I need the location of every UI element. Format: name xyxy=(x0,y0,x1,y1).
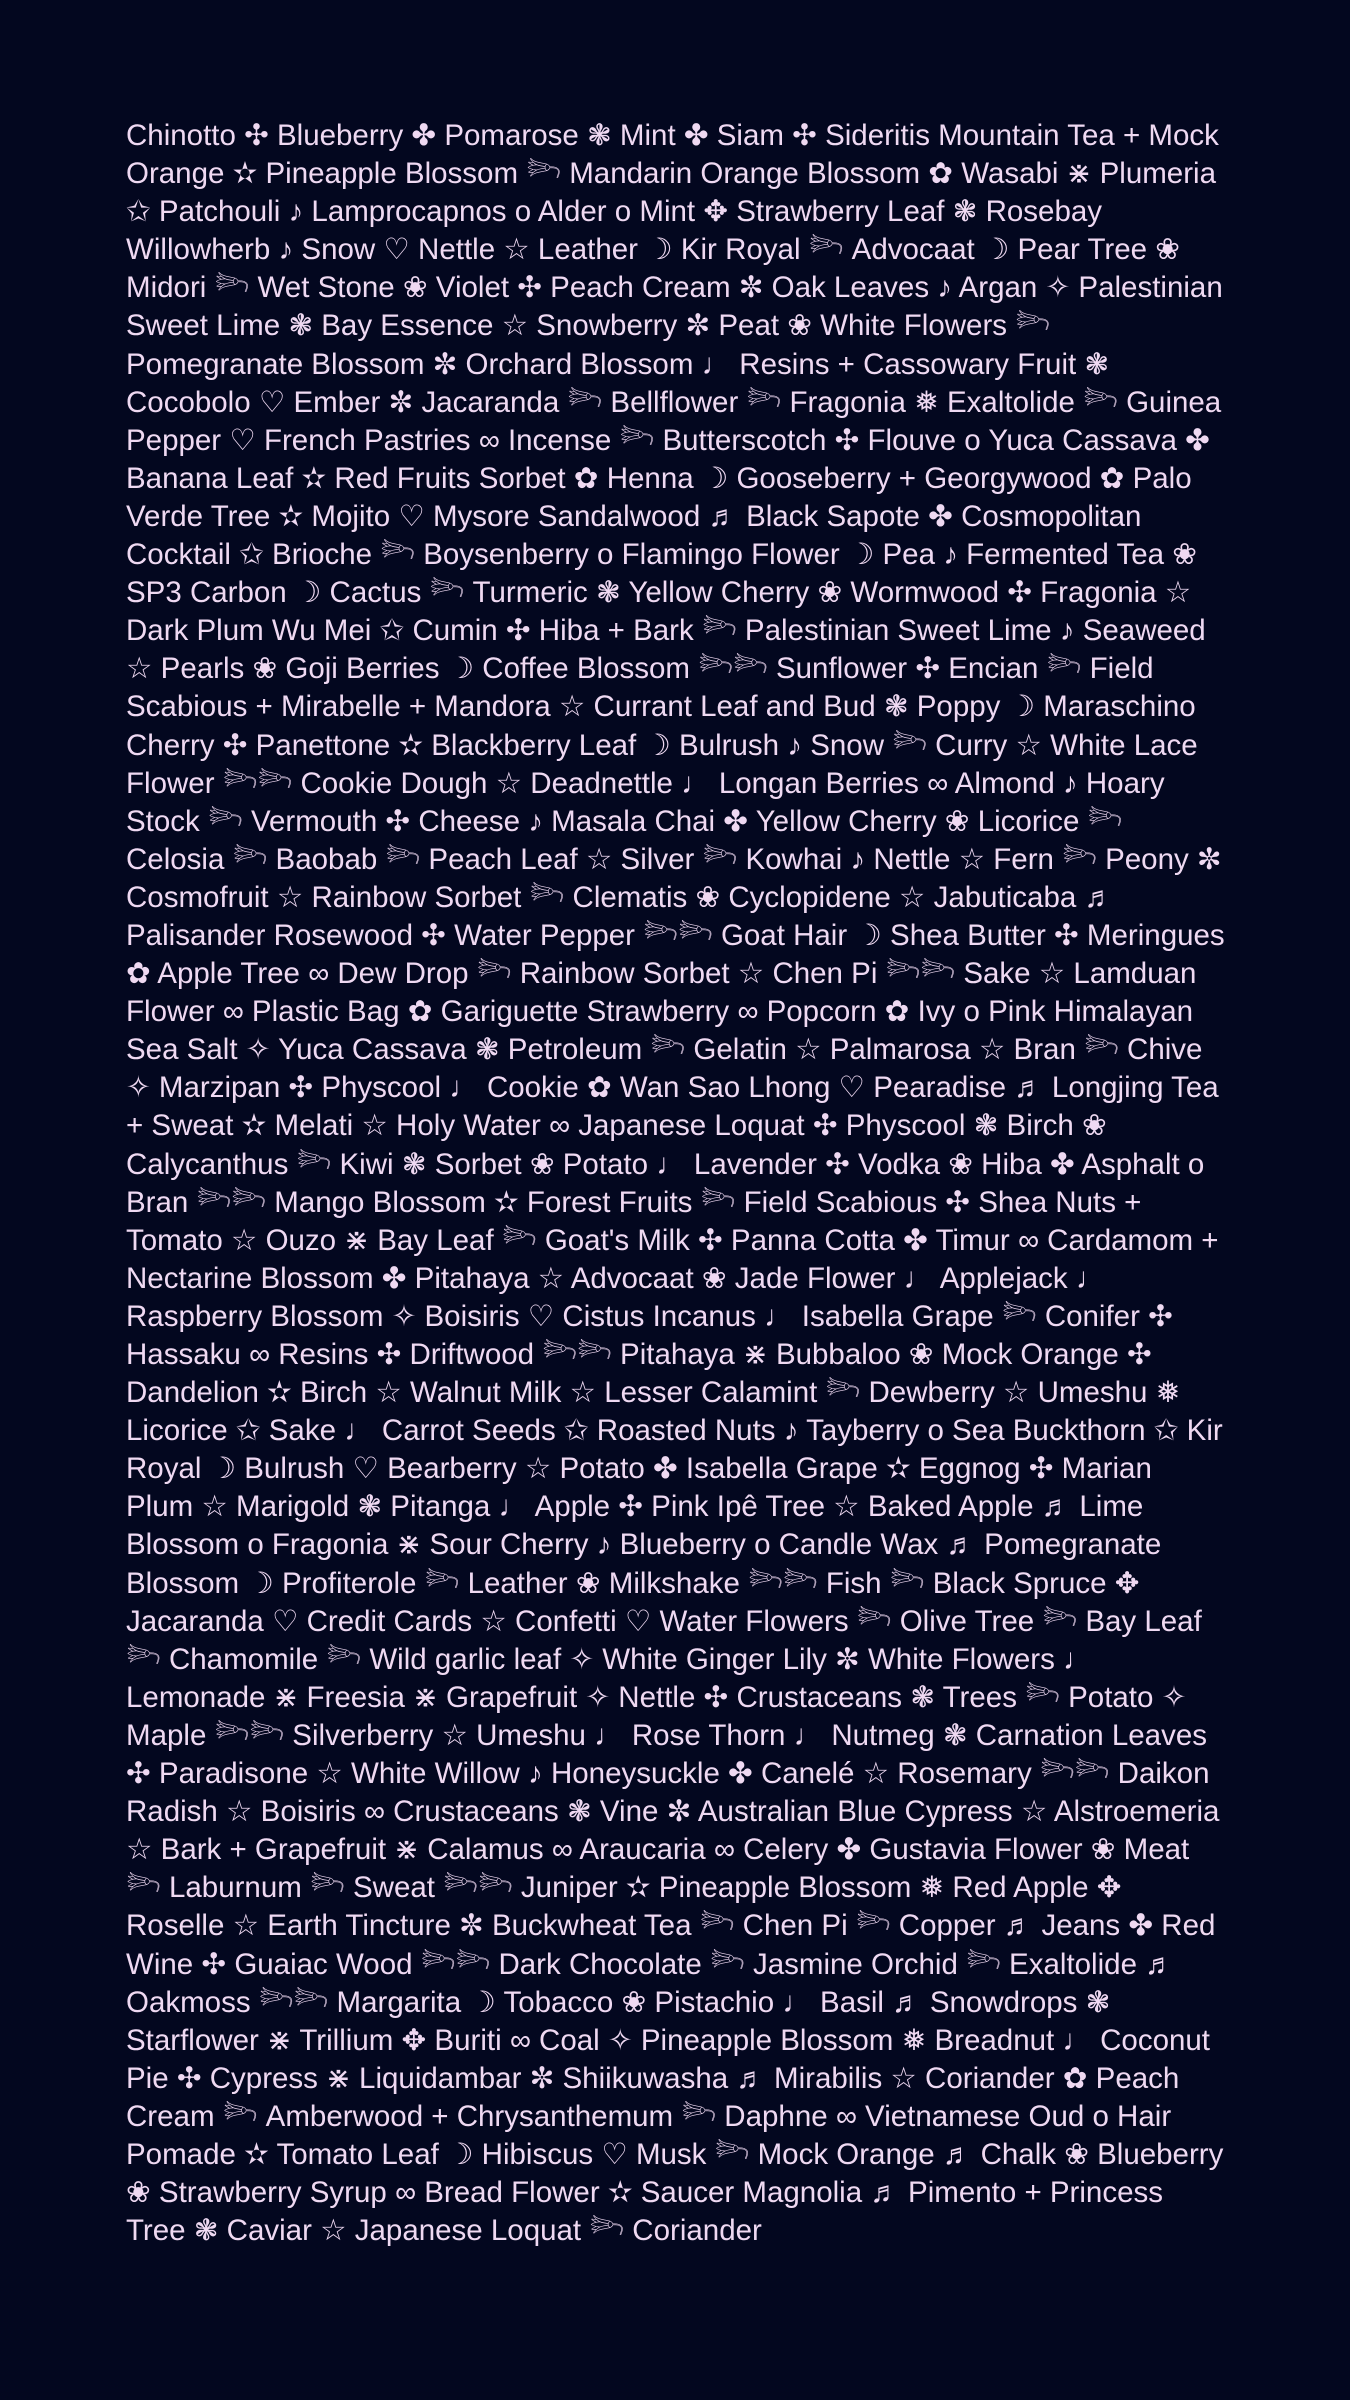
body-text: Chinotto ✣ Blueberry ✤ Pomarose ❃ Mint ✤ Siam ✣ Sideritis Mountain Tea + Mock Orange ✫ Pineapple Blossom 𓆸 Mandarin Orange Blossom ✿ Wasabi ⋇ Plumeria ✩ Patchouli ♪ Lamprocapnos o Alder o Mint ✥ Strawberry Leaf ❃ Rosebay Willowherb ♪ Snow ♡ Nettle ☆ Leather ☽ Kir Royal 𓆸 Advocaat ☽ Pear Tree ❀ Midori 𓆸 Wet Stone ❀ Violet ✣ Peach Cream ✼ Oak Leaves ♪ Argan ✧ Palestinian Sweet Lime ❃ Bay Essence ☆ Snowberry ✼ Peat ❀ White Flowers 𓆸 Pomegranate Blossom ✼ Orchard Blossom ♩ Resins + Cassowary Fruit ❃ Cocobolo ♡ Ember ✼ Jacaranda 𓆸 Bellflower 𓆸 Fragonia ❅ Exaltolide 𓆸 Guinea Pepper ♡ French Pastries ∞ Incense 𓆸 Butterscotch ✣ Flouve o Yuca Cassava ✤ Banana Leaf ✫ Red Fruits Sorbet ✿ Henna ☽ Gooseberry + Georgywood ✿ Palo Verde Tree ✫ Mojito ♡ Mysore Sandalwood ♬ Black Sapote ✤ Cosmopolitan Cocktail ✩ Brioche 𓆸 Boysenberry o Flamingo Flower ☽ Pea ♪ Fermented Tea ❀ SP3 Carbon ☽ Cactus 𓆸 Turmeric ❃ Yellow Cherry ❀ Wormwood ✣ Fragonia ☆ Dark Plum Wu Mei ✩ Cumin ✣ Hiba + Bark 𓆸 Palestinian Sweet Lime ♪ Seaweed ☆ Pearls ❀ Goji Berries ☽ Coffee Blossom 𓆸𓆸 Sunflower ✣ Encian 𓆸 Field Scabious + Mirabelle + Mandora ☆ Currant Leaf and Bud ❃ Poppy ☽ Maraschino Cherry ✣ Panettone ✫ Blackberry Leaf ☽ Bulrush ♪ Snow 𓆸 Curry ☆ White Lace Flower 𓆸𓆸 Cookie Dough ☆ Deadnettle ♩ Longan Berries ∞ Almond ♪ Hoary Stock 𓆸 Vermouth ✣ Cheese ♪ Masala Chai ✤ Yellow Cherry ❀ Licorice 𓆸 Celosia 𓆸 Baobab 𓆸 Peach Leaf ☆ Silver 𓆸 Kowhai ♪ Nettle ☆ Fern 𓆸 Peony ✼ Cosmofruit ☆ Rainbow Sorbet 𓆸 Clematis ❀ Cyclopidene ☆ Jabuticaba ♬ Palisander Rosewood ✣ Water Pepper 𓆸𓆸 Goat Hair ☽ Shea Butter ✣ Meringues ✿ Apple Tree ∞ Dew Drop 𓆸 Rainbow Sorbet ☆ Chen Pi 𓆸𓆸 Sake ☆ Lamduan Flower ∞ Plastic Bag ✿ Gariguette Strawberry ∞ Popcorn ✿ Ivy o Pink Himalayan Sea Salt ✧ Yuca Cassava ❃ Petroleum 𓆸 Gelatin ☆ Palmarosa ☆ Bran 𓆸 Chive ✧ Marzipan ✣ Physcool ♩ Cookie ✿ Wan Sao Lhong ♡ Pearadise ♬ Longjing Tea + Sweat ✫ Melati ☆ Holy Water ∞ Japanese Loquat ✣ Physcool ❃ Birch ❀ Calycanthus 𓆸 Kiwi ❃ Sorbet ❀ Potato ♩ Lavender ✣ Vodka ❀ Hiba ✤ Asphalt o Bran 𓆸𓆸 Mango Blossom ✫ Forest Fruits 𓆸 Field Scabious ✣ Shea Nuts + Tomato ☆ Ouzo ⋇ Bay Leaf 𓆸 Goat's Milk ✣ Panna Cotta ✤ Timur ∞ Cardamom + Nectarine Blossom ✤ Pitahaya ☆ Advocaat ❀ Jade Flower ♩ Applejack ♩ Raspberry Blossom ✧ Boisiris ♡ Cistus Incanus ♩ Isabella Grape 𓆸 Conifer ✣ Hassaku ∞ Resins ✣ Driftwood 𓆸𓆸 Pitahaya ⋇ Bubbaloo ❀ Mock Orange ✣ Dandelion ✫ Birch ☆ Walnut Milk ☆ Lesser Calamint 𓆸 Dewberry ☆ Umeshu ❅ Licorice ✩ Sake ♩ Carrot Seeds ✩ Roasted Nuts ♪ Tayberry o Sea Buckthorn ✩ Kir Royal ☽ Bulrush ♡ Bearberry ☆ Potato ✤ Isabella Grape ✫ Eggnog ✣ Marian Plum ☆ Marigold ❃ Pitanga ♩ Apple ✣ Pink Ipê Tree ☆ Baked Apple ♬ Lime Blossom o Fragonia ⋇ Sour Cherry ♪ Blueberry o Candle Wax ♬ Pomegranate Blossom ☽ Profiterole 𓆸 Leather ❀ Milkshake 𓆸𓆸 Fish 𓆸 Black Spruce ✥ Jacaranda ♡ Credit Cards ☆ Confetti ♡ Water Flowers 𓆸 Olive Tree 𓆸 Bay Leaf 𓆸 Chamomile 𓆸 Wild garlic leaf ✧ White Ginger Lily ✼ White Flowers ♩ Lemonade ⋇ Freesia ⋇ Grapefruit ✧ Nettle ✣ Crustaceans ❃ Trees 𓆸 Potato ✧ Maple 𓆸𓆸 Silverberry ☆ Umeshu ♩ Rose Thorn ♩ Nutmeg ❃ Carnation Leaves ✣ Paradisone ☆ White Willow ♪ Honeysuckle ✤ Canelé ☆ Rosemary 𓆸𓆸 Daikon Radish ☆ Boisiris ∞ Crustaceans ❃ Vine ✼ Australian Blue Cypress ☆ Alstroemeria ☆ Bark + Grapefruit ⋇ Calamus ∞ Araucaria ∞ Celery ✤ Gustavia Flower ❀ Meat 𓆸 Laburnum 𓆸 Sweat 𓆸𓆸 Juniper ✫ Pineapple Blossom ❅ Red Apple ✥ Roselle ☆ Earth Tincture ✼ Buckwheat Tea 𓆸 Chen Pi 𓆸 Copper ♬ Jeans ✤ Red Wine ✣ Guaiac Wood 𓆸𓆸 Dark Chocolate 𓆸 Jasmine Orchid 𓆸 Exaltolide ♬ Oakmoss 𓆸𓆸 Margarita ☽ Tobacco ❀ Pistachio ♩ Basil ♬ Snowdrops ❃ Starflower ⋇ Trillium ✥ Buriti ∞ Coal ✧ Pineapple Blossom ❅ Breadnut ♩ Coconut Pie ✣ Cypress ⋇ Liquidambar ✼ Shiikuwasha ♬ Mirabilis ☆ Coriander ✿ Peach Cream 𓆸 Amberwood + Chrysanthemum 𓆸 Daphne ∞ Vietnamese Oud o Hair Pomade ✫ Tomato Leaf ☽ Hibiscus ♡ Musk 𓆸 Mock Orange ♬ Chalk ❀ Blueberry ❀ Strawberry Syrup ∞ Bread Flower ✫ Saucer Magnolia ♬ Pimento + Princess Tree ❃ Caviar ☆ Japanese Loquat 𓆸 Coriander xyxy=(126,119,1225,2248)
